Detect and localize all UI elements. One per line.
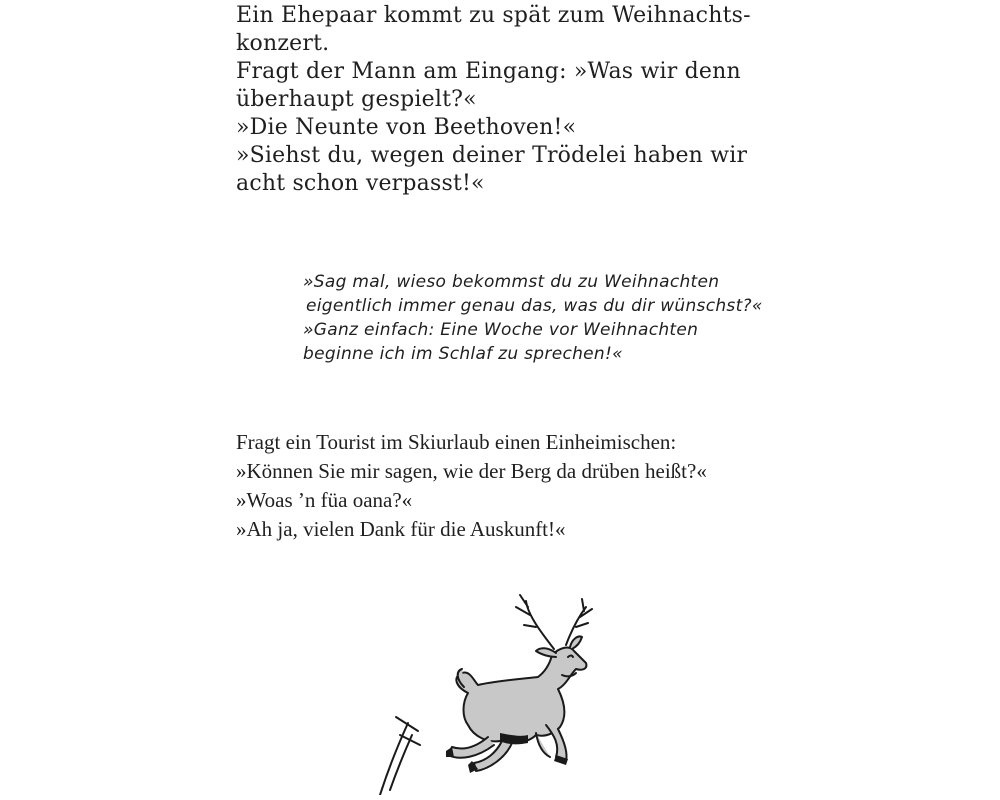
joke-line: acht schon verpasst!« [236, 171, 485, 196]
motion-line [396, 717, 418, 731]
joke-line: überhaupt gespielt?« [236, 87, 477, 112]
joke-line: »Können Sie mir sagen, wie der Berg da drüben heißt?« [236, 459, 707, 483]
motion-line [400, 735, 420, 745]
joke-line: Ein Ehepaar kommt zu spät zum Weihnachts- [236, 3, 751, 28]
joke-tourist-skiurlaub [236, 428, 707, 544]
joke-line: »Ah ja, vielen Dank für die Auskunft!« [236, 517, 566, 541]
reindeer-body [456, 648, 586, 743]
joke-line: »Woas ’n füa oana?« [236, 488, 413, 512]
joke-line: »Die Neunte von Beethoven!« [236, 115, 577, 140]
joke-line: Fragt ein Tourist im Skiurlaub einen Einheimischen: [236, 430, 677, 454]
joke-line: »Ganz einfach: Eine Woche vor Weihnachten [303, 320, 699, 340]
motion-line [380, 723, 408, 795]
joke-ehepaar-konzert [236, 2, 751, 198]
joke-line: Fragt der Mann am Eingang: »Was wir denn [236, 59, 741, 84]
joke-line: beginne ich im Schlaf zu sprechen!« [303, 344, 623, 364]
reindeer-icon [360, 585, 600, 795]
joke-line: eigentlich immer genau das, was du dir wünschst?« [306, 296, 763, 316]
motion-line [390, 735, 412, 790]
joke-line: »Sag mal, wieso bekommst du zu Weihnachten [303, 272, 720, 292]
joke-line: konzert. [236, 31, 330, 56]
joke-line: »Siehst du, wegen deiner Trödelei haben wir [236, 143, 748, 168]
joke-schlaf-sprechen [303, 270, 763, 366]
